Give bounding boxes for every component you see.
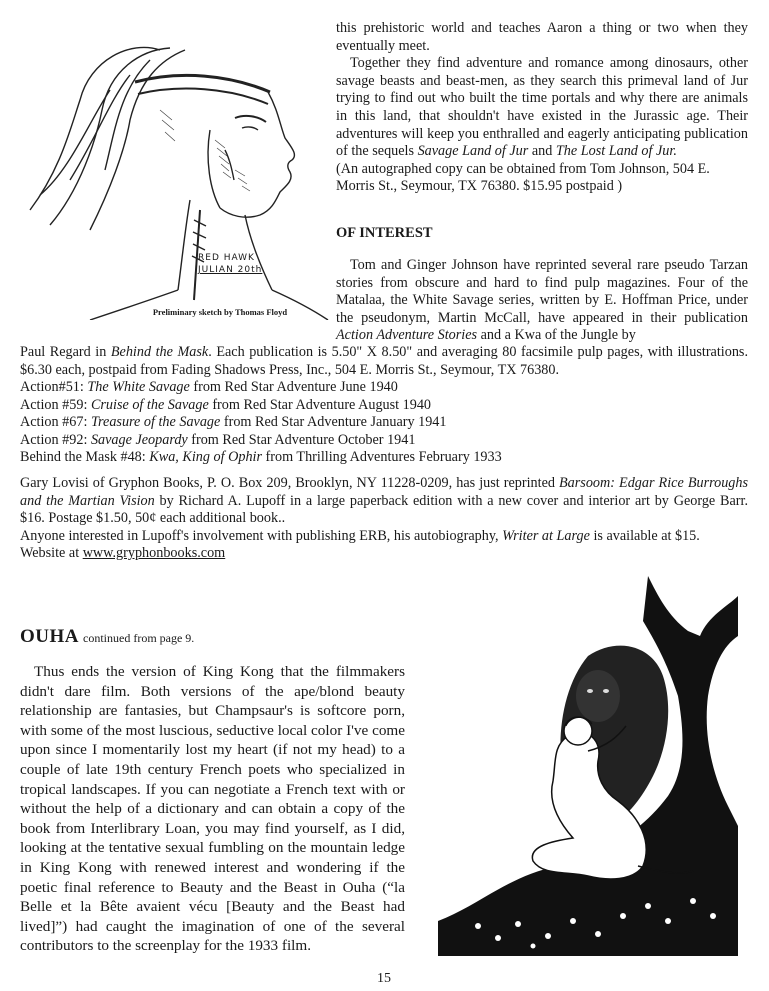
of-interest-heading: OF INTEREST [336,225,433,241]
title-writer-at-large: Writer at Large [502,527,590,544]
list-item-title: Kwa, King of Ophir [149,449,262,466]
list-item [20,379,748,397]
list-item-title: The White Savage [87,379,190,395]
gryphon-text-a: Gary Lovisi of Gryphon Books, P. O. Box 209, Brooklyn, NY 11228-0209, has just reprinted [20,475,560,491]
title-savage-land-of-jur: Savage Land of Jur [417,143,529,160]
gryphon-text-b: by Richard A. Lupoff in a large paperback edition with a new cover and interior art by George Barr. $16. Postage $1.50, 50¢ each additional book.. [20,492,748,527]
list-item-prefix: Action #59: [20,396,91,413]
title-lost-land-of-jur: The Lost Land of Jur. [555,143,677,160]
list-item-prefix: Action #92: [20,431,91,448]
list-item [20,449,748,467]
ape-illustration [438,576,738,956]
list-item-title: Treasure of the Savage [90,414,221,431]
title-barsoom: Barsoom: Edgar Rice Burroughs and the Martian Vision [20,475,748,509]
of-interest-paragraph-end: Paul Regard in Behind the Mask. Each publication is 5.50" X 8.50" and averaging 80 facsimile pulp pages, with illustrations. $6.30 each, postpaid from Fading Shadows Press, Inc., 504 E. Morris St., Seymour, TX 76380. [20,344,748,378]
sketch-signature [198,252,318,276]
paragraph-autograph: (An autographed copy can be obtained from Tom Johnson, 504 E. Morris St., Seymour, TX 76380. $15.95 postpaid ) [336,160,710,195]
website-label: Website at [20,545,83,562]
list-item [20,414,748,432]
ouha-heading [20,626,194,648]
ouha-body [20,662,405,956]
ouha-paragraph: Thus ends the version of King Kong that the filmmakers didn't dare film. Both versions of the ape/blond beauty relationship are fantasies, but Champsaur's is softcore porn, with some of the most luscious, seductive local color I've come upon since I momentarily lost my heart (if not my head) to a couple of late 19th century French poets who specialized in tropical landscapes. If you can negotiate a French text with or without the help of a dictionary and can obtain a copy of the book from Interlibrary Loan, you may find yourself, as I did, looking at the tentative sexual fumbling on the mountain ledge in King Kong with renewed interest and wondering if the poetic final reference to Beauty and the Beast in Ouha (“la Belle et la Bête avaient vécu [Beauty and the Beast had lived]”) had caught the imagination of one of the several contributors to the screenplay for the 1933 film. [20,663,405,955]
gryphon-paragraph [20,475,748,563]
reprint-list [20,379,748,467]
paragraph-together-text: Together they find adventure and romance among dinosaurs, other savage beasts and beast-men, as they search this primeval land of Jur trying to find out who built the time portals and why there are animals in this land, that shouldn't have existed in the Jurassic age. Their adventures will keep you enthralled and eagerly anticipating publication of the sequels [336,55,748,160]
lupoff-text-a: Anyone interested in Lupoff's involvement with publishing ERB, his autobiography, [20,527,503,544]
paragraph-prehistoric: this prehistoric world and teaches Aaron a thing or two when they eventually meet. [336,20,748,54]
list-item-prefix: Action#51: [20,379,88,395]
lupoff-text [20,528,748,546]
list-item [20,432,748,450]
lupoff-text-b: is available at $15. [589,527,700,544]
top-right-column [336,20,748,196]
signature-line-2: JULIAN 20th [198,265,263,275]
of-interest-intro-continued [20,344,748,379]
gryphon-text [20,475,748,528]
of-interest-paragraph-start: Tom and Ginger Johnson have reprinted several rare pseudo Tarzan stories from obscure and hard to find pulp magazines. Four of the Matalaa, the White Savage series, written by E. Hoffman Price, under the pseudonym, Martin McCall, have appeared in their publication Action Adventure Stories and a Kwa of the Jungle by [336,257,748,344]
ouha-title: OUHA [20,626,79,647]
list-item-suffix: from Red Star Adventure January 1941 [220,414,447,431]
list-item-suffix: from Red Star Adventure August 1940 [208,396,432,413]
website-link[interactable]: www.gryphonbooks.com [82,545,226,562]
list-item-prefix: Action #67: [20,414,91,431]
of-interest-intro [336,257,748,345]
ape-illustration-drawing [438,576,738,956]
paragraph-together-and: and [528,143,556,160]
list-item-title: Cruise of the Savage [90,396,209,413]
list-item-suffix: from Red Star Adventure June 1940 [189,379,398,395]
list-item [20,397,748,415]
sketch-caption: Preliminary sketch by Thomas Floyd [152,307,288,317]
paragraph-together [336,55,748,161]
signature-line-1: RED HAWK [198,253,255,263]
list-item-prefix: Behind the Mask #48: [20,449,150,466]
list-item-suffix: from Red Star Adventure October 1941 [187,431,416,448]
website-line [20,545,748,563]
page-number: 15 [377,971,391,986]
list-item-title: Savage Jeopardy [90,431,188,448]
list-item-suffix: from Thrilling Adventures February 1933 [262,449,502,466]
ouha-subtitle: continued from page 9. [83,631,195,645]
